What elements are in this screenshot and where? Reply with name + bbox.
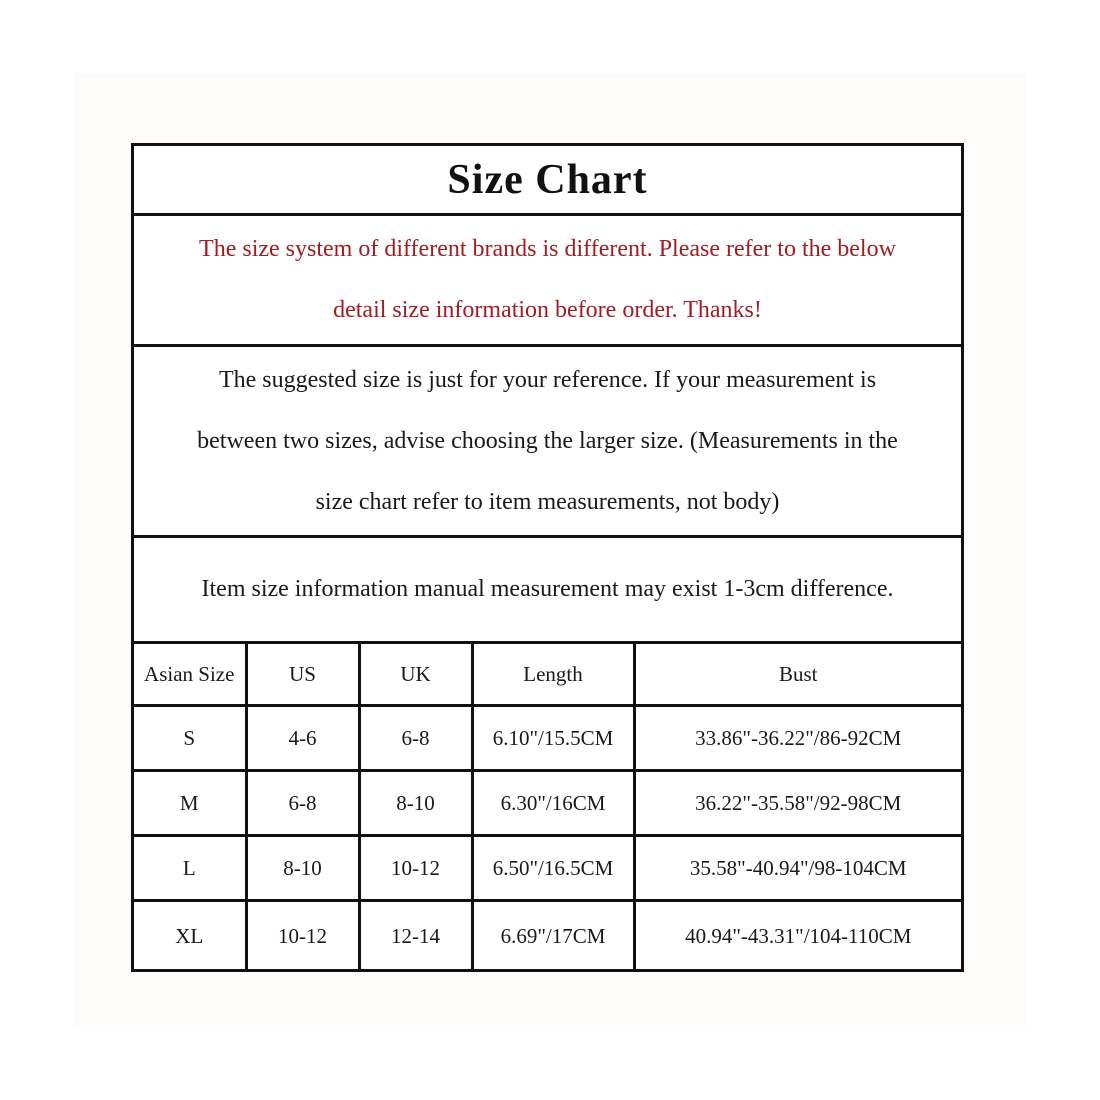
header-length: Length [472, 644, 634, 706]
table-row [134, 836, 961, 901]
header-us: US [246, 644, 359, 706]
header-bust: Bust [634, 644, 961, 706]
advice-band [134, 347, 961, 538]
cell-length: 6.69"/17CM [472, 901, 634, 972]
cell-bust: 36.22"-35.58"/92-98CM [634, 771, 961, 836]
cell-length: 6.30"/16CM [472, 771, 634, 836]
cell-bust: 35.58"-40.94"/98-104CM [634, 836, 961, 901]
cell-asian-size: S [134, 706, 246, 771]
table-row [134, 901, 961, 972]
size-advice [197, 350, 898, 533]
advice-line-3: size chart refer to item measurements, not body) [315, 488, 780, 515]
cell-uk: 8-10 [359, 771, 472, 836]
cell-us: 4-6 [246, 706, 359, 771]
cell-asian-size: L [134, 836, 246, 901]
difference-note: Item size information manual measurement may exist 1-3cm difference. [201, 576, 894, 602]
advice-line-2: between two sizes, advise choosing the larger size. (Measurements in the [197, 427, 898, 454]
brand-notice [199, 219, 896, 341]
header-uk: UK [359, 644, 472, 706]
title-band [134, 146, 961, 216]
size-table [134, 644, 961, 971]
cell-us: 10-12 [246, 901, 359, 972]
cell-length: 6.10"/15.5CM [472, 706, 634, 771]
cell-us: 6-8 [246, 771, 359, 836]
advice-line-1: The suggested size is just for your reference. If your measurement is [218, 366, 877, 393]
cell-uk: 10-12 [359, 836, 472, 901]
table-header-row [134, 644, 961, 706]
cell-bust: 40.94"-43.31"/104-110CM [685, 924, 912, 948]
cell-bust: 33.86"-36.22"/86-92CM [634, 706, 961, 771]
cell-uk: 6-8 [359, 706, 472, 771]
cell-asian-size: M [134, 771, 246, 836]
notice-line-1: The size system of different brands is different. Please refer to the below [199, 236, 896, 262]
cell-us: 8-10 [246, 836, 359, 901]
header-asian-size: Asian Size [134, 644, 246, 706]
cell-length: 6.50"/16.5CM [472, 836, 634, 901]
cell-asian-size: XL [134, 901, 246, 972]
size-chart [131, 143, 964, 972]
difference-band [134, 538, 961, 644]
notice-band [134, 216, 961, 347]
cell-uk: 12-14 [359, 901, 472, 972]
table-row [134, 771, 961, 836]
notice-line-2: detail size information before order. Thanks! [333, 297, 762, 323]
chart-title: Size Chart [447, 156, 648, 203]
table-row [134, 706, 961, 771]
